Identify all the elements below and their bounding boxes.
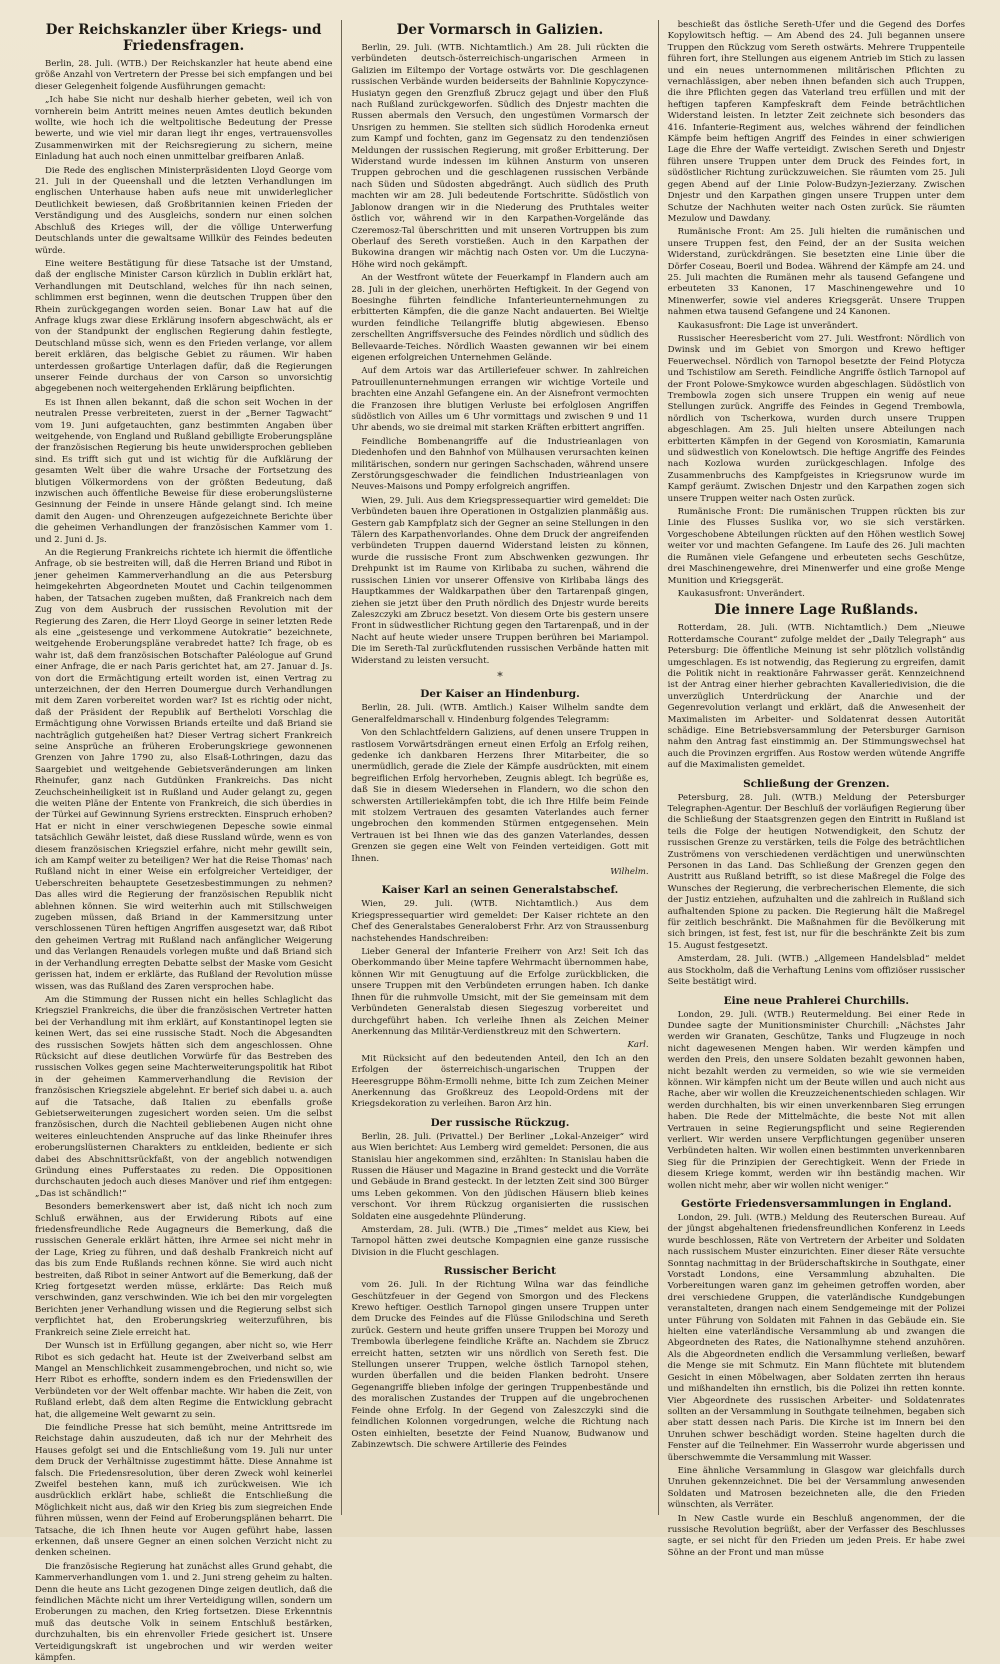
- column-1: [26, 20, 342, 1664]
- paragraph: Kaukasusfront: Die Lage ist unverändert.: [677, 320, 859, 331]
- paragraph: Die feindliche Presse hat sich bemüht, meine Antrittsrede im Reichstage dahin auszudeuten, daß ich nur der Mehrheit des Hauses gefolgt sei und die Entschließung vom 19. Juli nur unter dem Druck der Verhältnisse zugestimmt hätte. Diese Annahme ist falsch. Die Friedensresolution, über deren Zweck wohl keinerlei Zweifel bestehen kann, muß ich zurückweisen. Wie ich ausdrücklich erklärt habe, schließt die Entschließung die Möglichkeit nicht aus, daß wir den Krieg bis zum siegreichen Ende führen müssen, wenn der Feind auf Eroberungsplänen beharrt. Die Tatsache, die ich Ihnen heute vor Augen geführt habe, lassen erkennen, daß unsere Gegner an einen solchen Verzicht nicht zu denken scheinen.: [35, 1422, 333, 1559]
- paragraph: Eine weitere Bestätigung für diese Tatsache ist der Umstand, daß der englische Minister Carson kürzlich in Dublin erklärt hat, Verhandlungen mit Deutschland, welches für ihn nach seinen, schlimmen erst beginnen, wenn die deutschen Truppen über den Rhein zurückgegangen worden seien. Bonar Law hat auf die Anfrage klugs zwar diese Erklärung insofern abgeschwächt, als er von der Standpunkt der englischen Regierung dahin festlegte, Deutschland müsse sich, wenn es den Frieden verlange, vor allem bereit erklären, das belgische Gebiet zu räumen. Wir haben unterdessen großartige Unterlagen dafür, daß die Regierungen unserer Feinde durchaus der von Carson so unvorsichtig abgegebenen noch weitergehenden Erklärung beipflichten.: [35, 258, 333, 395]
- article-title-kaiser-hindenburg: Der Kaiser an Hindenburg.: [420, 688, 580, 701]
- paragraph: Berlin, 28. Juli. (Privattel.) Der Berliner „Lokal-Anzeiger“ wird aus Wien berichtet: Aus Lemberg wird gemeldet: Personen, die aus Stanislau hier angekommen sind, erzählten: In Stanislau haben die Russen die Häuser und Magazine in Brand gesteckt und die Vorräte und Gebäude in Brand gesteckt. In der letzten Zeit sind 300 Bürger ums Leben gekommen. Von den jüdischen Häusern blieb keines verschont. Vor ihrem Rückzug organisierten die russischen Soldaten eine ausgedehnte Plünderung.: [351, 1131, 649, 1222]
- article-title-vormarsch: Der Vormarsch in Galizien.: [396, 22, 604, 38]
- paragraph: Am die Stimmung der Russen nicht ein helles Schlaglicht das Kriegsziel Frankreichs, die über die französischen Vertreter hatten bei der Verhandlung mit ihm erklärt, auf Konstantinopel legten sie keinen Wert, das sei eine russische Stadt. Noch die Abgesandten des russischen Sowjets hätten sich dem angeschlossen. Ohne Rücksicht auf diese deutlichen Vorwürfe für das Bestreben des russischen Volkes gegen seine Machterweiterungspolitik hat Ribot in der geheimen Kammerverhandlung die Revision der französischen Kriegsziele abgelehnt. Er berief sich dabei u. a. auch auf die Tatsache, daß Italien zu ebenfalls große Gebietserweiterungen zugesichert worden seien. Um die selbst französischen, durch die Nachteil gebliebenen Augen nicht ohne weiteres einleuchtenden Anspruche auf das linke Rheinufer ihres eroberungslüsternen Charakters zu entkleiden, bediente er sich dabei des Abschnittsrückfaßt, von der angeblich notwendigen Gründung eines Pufferstaates zu reden. Die Oppositionen durchschauten jedoch auch dieses Manöver und rief ihm entgegen: „Das ist schändlich!“: [35, 994, 333, 1199]
- column-3: [659, 20, 974, 1558]
- paragraph: Rumänische Front: Am 25. Juli hielten die rumänischen und unsere Truppen fest, den Feind, der an der Susita weichen Widerstand, zurückdrängen. Sie besetzten eine Linie über die Dörfer Coseau, Boeril und Bodea. Während der Kämpfe am 24. und 25. Juli machten die Rumänen mehr als tausend Gefangene und erbeuteten 33 Kanonen, 17 Maschinengewehre und 10 Minenwerfer, sowie viel anderes Kriegsgerät. Unsere Truppen nahmen etwa tausend Gefangene und 24 Kanonen.: [667, 227, 965, 318]
- paragraph: „Ich habe Sie nicht nur deshalb hierher gebeten, weil ich von vornherein beim Antritt meines neuen Amtes deutlich bekunden wollte, wie hoch ich die weltpolitische Bedeutung der Presse bewerte, und wie viel mir daran liegt ihr enges, vertrauensvolles Zusammenwirken mit der Reichsregierung zu sichern, meine Einladung hat auch noch einen unmittelbar greifbaren Anlaß.: [35, 95, 333, 163]
- paragraph: Russischer Heeresbericht vom 27. Juli. Westfront: Nördlich von Dwinsk und im Gebiet von Smorgon und Krewo heftiger Feuerwechsel. Nördlich von Tarnopol besetzte der Feind Plotycza und Tschistilow am Sereth. Feindliche Angriffe östlich Tarnopol auf der Front Polowe-Smykowce wurden abgeschlagen. Südöstlich von Trembowla zogen sich unsere Truppen ein wenig auf neue Stellungen zurück. Angriffe des Feindes in Gegend Trembowla, nördlich von Tscherkowa, wurden durch unsere Truppen abgeschlagen. Am 25. Juli hielten unsere Abteilungen nach erbitterten Kämpfen in der Gegend von Korosmiatin, Kamarunia und südwestlich von Konelowtsch. Die heftige Angriffe des Feindes nach Kozlowa wurden zurückgeschlagen. Infolge des Zusammenbruchs des Kampfgeistes in Kriegsrunow wurde im Kampf geräumt. Zwischen Dnjestr und den Karpathen zogen sich unsere Truppen weiter nach Osten zurück.: [667, 333, 965, 504]
- paragraph: Petersburg, 28. Juli. (WTB.) Meldung der Petersburger Telegraphen-Agentur. Der Beschluß der vorläufigen Regierung über die Schließung der Staatsgrenzen gegen den Eintritt in Rußland ist teils die Folge der heutigen Notwendigkeit, den Schutz der russischen Grenze zu verstärken, teils die Folge des beträchtlichen Zuströmens von verschiedenen verdächtigen und unerwünschten Personen in das Land. Das Schließung der Grenzen gegen den Austritt aus Rußland betrifft, so ist diese Maßregel die Folge des Wunsches der Regierung, die verbrecherischen Elemente, die sich der Justiz entziehen, aufzuhalten und die zahlreich in Rußland sich aufhaltenden Spione zu packen. Die Regierung hält die Maßregel für zeitlich beschränkt. Die Maßnahmen für die Bevölkerung mit sich bringen, ist fest, fest ist, nur für die beschränkte Zeit bis zum 15. August festgesetzt.: [667, 792, 965, 951]
- paragraph: Die französische Regierung hat zunächst alles Grund gehabt, die Kammerverhandlungen vom 1. und 2. Juni streng geheim zu halten. Denn die heute ans Licht gezogenen Dinge zeigen deutlich, daß die feindlichen Mächte nicht um ihrer Verteidigung willen, sondern um Eroberungen zu machen, den Krieg fortsetzen. Diese Erkenntnis muß das deutsche Volk in seinem Entschluß bestärken, durchzuhalten, bis ein ehrenvoller Friede gesichert ist. Unsere Verteidigungskraft ist ungebrochen und wir werden weiter kämpfen.: [35, 1561, 333, 1664]
- article-title-kaiser-karl: Kaiser Karl an seinen Generalstabschef.: [381, 884, 619, 897]
- paragraph: Amsterdam, 28. Juli. (WTB.) Die „Times“ meldet aus Kiew, bei Tarnopol hätten zwei deutsche Kompagnien eine ganze russische Division in die Flucht geschlagen.: [351, 1225, 649, 1258]
- paragraph: Berlin, 28. Juli. (WTB. Amtlich.) Kaiser Wilhelm sandte dem Generalfeldmarschall v. Hindenburg folgendes Telegramm:: [351, 703, 649, 725]
- article-title-grenzen: Schließung der Grenzen.: [743, 777, 890, 790]
- paragraph: London, 29. Juli. (WTB.) Reutermeldung. Bei einer Rede in Dundee sagte der Munitionsminister Churchill: „Nächstes Jahr werden wir Granaten, Geschütze, Tanks und Flugzeuge in noch nicht dagewesenen Mengen haben. Wir werden kämpfen und werden den Preis, den unsere Soldaten bezahlt gewonnen haben, nicht bezahlt werden zu vermeiden, so wie wie sie vermeiden können. Wir kämpfen nicht um der Beute willen und auch nicht aus Rache, aber wir wollen die Kreuzzeichenentschieden schlagen. Wir werden durchhalten, bis wir einen unverkennbaren Sieg errungen haben. Die Rede der Mittelmächte, die beste Not mit allen Vertrauen in seine Regierungspflicht und seine Regierenden verliert. Wir werden unsere Verpflichtungen gegenüber unseren Verbündeten halten. Wir wollen einen bestimmten unverkennbaren Sieg für die Prinzipien der Gerechtigkeit. Wenn der Friede in diesem Kriege kommt, werden wir ihn beständig machen. Wir wollen nicht mehr, aber wir wollen nicht weniger.“: [667, 1009, 965, 1191]
- column-2: [342, 20, 658, 1515]
- paragraph: Lieber General der Infanterie Freiherr von Arz! Seit Ich das Oberkommando über Meine tapfere Wehrmacht übernommen habe, können Wir mit Genugtuung auf die Erfolge zurückblicken, die unsere Truppen mit den Verbündeten errungen haben. Ich danke Ihnen für die ruhmvolle Umsicht, mit der Sie gemeinsam mit dem Verbündeten Generalstab diesen Siegeszug vorbereitet und durchgeführt haben. Ich verleihe Ihnen als Zeichen Meiner Anerkennung das Militär-Verdienstkreuz mit den Schwertern.: [351, 947, 649, 1037]
- paragraph: Feindliche Bombenangriffe auf die Industrieanlagen von Diedenhofen und den Bahnhof von Mülhausen verursachten keinen militärischen, sondern nur geringen Sachschaden, während unsere Zerstörungsgeschwader die feindlichen Industrieanlagen von Neuves-Maisons und Pompy erfolgreich angriffen.: [351, 436, 649, 493]
- paragraph: London, 29. Juli. (WTB.) Meldung des Reuterschen Bureau. Auf der jüngst abgehaltenen friedensfreundlichen Konferenz in Leeds wurde beschlossen, Räte von Vertretern der Arbeiter und Soldaten nach russischem Muster einzurichten. Einer dieser Räte versuchte Sonntag nachmittag in der Brüderschaftskirche in Southgate, einer Vorstadt Londons, eine Versammlung abzuhalten. Die Vorbereitungen waren ganz im geheimen getroffen worden, aber drei verschiedene Gruppen, die vaterländische Kundgebungen veranstalteten, drangen nach einem Sendgemeinge mit der Polizei unter Führung von Soldaten mit Fahnen in das Gebäude ein. Sie hielten eine vaterländische Versammlung ab und zwangen die Abgeordneten des Rates, die Nationalhymne stehend anzuhören. Als die Abgeordneten endlich die Versammlung verließen, bewarf die Menge sie mit Schmutz. Ein Mann flüchtete mit blutendem Gesicht in einen Möbelwagen, aber Soldaten zerrten ihn heraus und mißhandelten ihn ernstlich, bis die Polizei ihn retten konnte. Vier Abgeordnete des russischen Arbeiter- und Soldatenrates sollten an der Versammlung in Southgate teilnehmen, begaben sich aber statt dessen nach Paris. Die Kirche ist im Innern bei den Unruhen schwer beschädigt worden. Steine hagelten durch die Fenster auf die Teilnehmer. Ein Wasserrohr wurde abgerissen und überschwemmte die Versammlung mit Wasser.: [667, 1213, 965, 1463]
- article-title-friedensversammlungen: Gestörte Friedensversammlungen in England.: [680, 1198, 952, 1210]
- article-title-rueckzug: Der russische Rückzug.: [430, 1116, 570, 1129]
- signature: Wilhelm.: [610, 867, 649, 878]
- article-title-reichskanzler: Der Reichskanzler über Kriegs- und Friedensfragen.: [45, 22, 322, 54]
- paragraph: Mit Rücksicht auf den bedeutenden Anteil, den Ich an den Erfolgen der österreichisch-ungarischen Truppen der Heeresgruppe Böhm-Ermolli nehme, bitte Ich zum Zeichen Meiner Anerkennung das Großkreuz des Leopold-Ordens mit der Kriegsdekoration zu verleihen. Baron Arz hin.: [351, 1053, 649, 1110]
- paragraph: Eine ähnliche Versammlung in Glasgow war gleichfalls durch Unruhen gekennzeichnet. Die bei der Versammlung anwesenden Soldaten und Matrosen bezeichneten alle, die den Frieden wünschten, als Verräter.: [667, 1465, 965, 1511]
- paragraph: beschießt das östliche Sereth-Ufer und die Gegend des Dorfes Kopylowitsch heftig. — Am Abend des 24. Juli begannen unsere Truppen den Rückzug vom Sereth ostwärts. Mehrere Truppenteile führen fort, ihre Stellungen aus eigenem Antrieb im Stich zu lassen und ein neues unternommenen militärischen Pflichten zu vernachlässigen, aber neben ihnen befanden sich auch Truppen, die ihre Pflichten gegen das Vaterland treu erfüllen und mit der heftigen tapferen Kampfeskraft dem Feinde beträchtlichen Widerstand leisten. In letzter Zeit zeichnete sich besonders das 416. Infanterie-Regiment aus, welches während der feindlichen Kämpfe beim heftigen Angriff des Feindes in einer schwierigen Lage die Ehre der Waffe verteidigt. Zwischen Sereth und Dnjestr führen unsere Truppen unter dem Druck des Feindes fort, in südöstlicher Richtung zurückzuweichen. Sie räumten vom 25. Juli gegen Abend auf der Linie Polow-Budzyn-Jezierzany. Zwischen Dnjestr und den Karpathen gingen unsere Truppen unter dem Schutze der Nachhuten weiter nach Osten zurück. Sie räumten Mezulow und Dawdany.: [667, 20, 965, 224]
- paragraph: Besonders bemerkenswert aber ist, daß nicht ich noch zum Schluß erwähnen, aus der Erwiderung Ribots auf eine friedensfreundliche Rede Augagneurs die Bemerkung, daß die russischen Generale erklärt hätten, ihre Armee sei nicht mehr in der Lage, Krieg zu führen, und daß deshalb Frankreich nicht auf das bis zum Ende Rußlands rechnen könne. Sie wird auch nicht bestreiten, daß Ribot in seiner Antwort auf die Bemerkung, daß der Krieg fortgesetzt werden müsse, erklärte: Das Reich muß verschwinden, ganz verschwinden. Wie ich bei den mir vorgelegten Berichten jener Verhandlung wissen und die Regierung selbst sich verpflichtet hat, den Eroberungskrieg weiterzuführen, bis Frankreich seine Ziele erreicht hat.: [35, 1202, 333, 1338]
- article-title-churchill: Eine neue Prahlerei Churchills.: [723, 994, 909, 1007]
- paragraph: An die Regierung Frankreichs richtete ich hiermit die öffentliche Anfrage, ob sie bestreiten will, daß die Herren Briand und Ribot in jener geheimen Kammerverhandlung an die aus Petersburg heimgekehrten Abgeordneten Moutet und Cachin teilgenommen haben, der Tatsachen zugeben mußten, daß Frankreich nach dem Zug von dem Ausbruch der russischen Revolution mit der Regierung des Zaren, die Herr Lloyd George in seiner letzten Rede als eine „geistesenge und verkommene Autokratie“ bezeichnete, weitgehende Eroberungspläne verabredet hatte? Ich frage, ob es wahr ist, daß dem französischen Botschafter Paléologue auf Grund einer Anfrage, die er nach Paris gerichtet hat, am 27. Januar d. Js. von dort die Ermächtigung erteilt worden ist, einen Vertrag zu unterzeichnen, der den Herren Doumergue durch Verhandlungen mit dem Zaren vorbereitet worden war? Ist es richtig oder nicht, daß der Präsident der Republik auf Bertheloti Vorschlag die Ermächtigung ohne Vorwissen Briands erteilte und daß Briand sie nachträglich gutgeheißen hat? Dieser Vertrag sichert Frankreich seine Ansprüche an früheren Eroberungskriege gewonnenen Grenzen von Jahre 1790 zu, also Elsaß-Lothringen, dazu das Saargebiet und weitgehende Gebietsveränderungen am linken Rheinufer, ganz nach Gutdünken Frankreichs. Das nicht Zeuchscheinheiligkeit ist in Rußland und Auder gelangt zu, gegen die weiten Pläne der Entente von Frankreich, die sich überdies in der Türkei auf Gewinnung Syriens erstreckten. Einspruch erhoben? Hat er nicht in einer verschwiegenen Depesche sowie einmal tatsächlich Gewähr leistet, daß diese Russland würde, wenn es von diesem französischen Kriegsziel erfahre, nicht mehr gewillt sein, ich am Kampf weiter zu beteiligen? Wer hat die Reise Thomas' nach Rußland nicht in einer Weise ein erfolgreicher Verteidiger, der Ueberschreiten behauptete Gesetzesbestimmungen zu nehmen? Das alles wird die Regierung der französischen Republik nicht ablehnen können. Sie wird weiterhin auch mit Stillschweigen zugeben müssen, daß Briand in der Kammersitzung unter verschlossenen Türen heftigen Angriffen ausgesetzt war, daß Ribot den geheimen Vertrag mit Rußland nach anfänglicher Weigerung und das Verlangen Renaudels vorlegen mußte und daß Briand sich in der Verhandlung erregten Debatte selbst der Maske vom Gesicht gerissen hat, indem er erklärte, das Rußland der Revolution müsse wissen, was das Rußland des Zaren versprochen habe.: [35, 548, 333, 992]
- paragraph: vom 26. Juli. In der Richtung Wilna war das feindliche Geschützfeuer in der Gegend von Smorgon und des Fleckens Krewo heftiger. Oestlich Tarnopol gingen unsere Truppen unter dem Drucke des Feindes auf die Flüsse Gnilodschina und Sereth zurück. Gestern und heute griffen unsere Truppen bei Morozy und Trembowla überlegene feindliche Kräfte an. Nachdem sie Zbrucz erreicht hatten, setzten wir uns nördlich von Sereth fest. Die Stellungen unserer Truppen, welche östlich Tarnopol stehen, wurden überfallen und die beiden Flanken bedroht. Unsere Gegenangriffe blieben infolge der geringen Truppenbestände und des moralischen Zustandes der Truppen auf die ungebrochenen Feinde ohne Erfolg. In der Gegend von Zaleszczyki sind die feindlichen Kolonnen vorgedrungen, welche die Richtung nach Osten einhielten, besetzte der Feind Nuanow, Budwanow und Zabinzewtsch. Die schwere Artillerie des Feindes: [351, 1280, 649, 1450]
- paragraph: Kaukasusfront: Unverändert.: [677, 588, 805, 599]
- paragraph: Wien, 29. Juli. (WTB. Nichtamtlich.) Aus dem Kriegspressequartier wird gemeldet: Der Kaiser richtete an den Chef des Generalstabes Generaloberst Frhr. Arz von Straussenburg nachstehendes Handschreiben:: [351, 899, 649, 944]
- section-divider-asterisk: *: [497, 669, 503, 683]
- paragraph: Es ist Ihnen allen bekannt, daß die schon seit Wochen in der neutralen Presse verbreiteten, zuerst in der „Berner Tagwacht“ vom 19. Juni aufgetauchten, ganz bestimmten Angaben über weitgehende, von England und Rußland gebilligte Eroberungspläne der französischen Regierung bis heute unwidersprochen geblieben sind. Es trifft sich gut und ist wichtig für die Aufklärung der gesamten Welt über die wahre Ursache der Fortsetzung des blutigen Völkermordens von der größten Bedeutung, daß inzwischen auch öffentliche Beweise für diese eroberungslüsterne Gesinnung der Feinde in unsere Hände gelangt sind. Ich meine damit den Augen- und Ohrenzeugen aufgezeichnete Berichte über die geheimen Verhandlungen der französischen Kammer vom 1. und 2. Juni d. Js.: [35, 397, 333, 545]
- paragraph: Amsterdam, 28. Juli. (WTB.) „Allgemeen Handelsblad“ meldet aus Stockholm, daß die Verhaftung Lenins vom offiziöser russischer Seite bestätigt wird.: [667, 954, 965, 988]
- paragraph: Berlin, 28. Juli. (WTB.) Der Reichskanzler hat heute abend eine größe Anzahl von Vertretern der Presse bei sich empfangen und bei dieser Gelegenheit folgende Ausführungen gemacht:: [35, 59, 333, 92]
- paragraph: Berlin, 29. Juli. (WTB. Nichtamtlich.) Am 28. Juli rückten die verbündeten deutsch-österreichisch-ungarischen Armeen in Galizien im Eiltempo der Vortage ostwärts vor. Die geschlagenen russischen Verbände wurden beiderseits der Bahnlinie Kopyczynce-Husiatyn gegen den Grenzfluß Zbrucz gejagt und über den Fluß nach Rußland zurückgeworfen. Südlich des Dnjestr machten die Russen abermals den Versuch, den ungestümen Vormarsch der Unsrigen zu hemmen. Sie stellten sich südlich Horodenka erneut zum Kampf und fochten, ganz im Gegensatz zu den tendenziösen Meldungen der russischen Regierung, mit großer Erbitterung. Der Widerstand wurde indessen im kühnen Ansturm von unseren Truppen gebrochen und die geschlagenen russischen Verbände nach Süden und Südosten abgedrängt. Auch südlich des Pruth machten wir am 28. Juli bedeutende Fortschritte. Südöstlich von Jablonow drangen wir in die Niederung des Pruthtales weiter östlich vor, während wir in den Karpathen-Vorgelände das Czeremosz-Tal überschritten und mit unseren Vortruppen bis zum Oberlauf des Sereth vorstießen. Auch in den Karpathen der Bukowina drangen wir mächtig nach Osten vor. Um die Luczyna-Höhe wird noch gekämpft.: [351, 43, 649, 270]
- article-title-innere-lage: Die innere Lage Rußlands.: [714, 602, 919, 619]
- paragraph: Der Wunsch ist in Erfüllung gegangen, aber nicht so, wie Herr Ribot es sich gedacht hat. Heute ist der Zweiverband selbst am Mangel an Menschlichkeit zusammengebrochen, und nicht so, wie Herr Ribot es erhoffte, sondern indem es den Friedenswillen der Verbündeten vor der Welt offenbar machte. Wir haben die Zeit, von Rußland erlebt, daß dem alten Regime die Entwicklung gebracht hat, die allgemeine Welt gewarnt zu sein.: [35, 1341, 333, 1420]
- paragraph: Rotterdam, 28. Juli. (WTB. Nichtamtlich.) Dem „Nieuwe Rotterdamsche Courant“ zufolge meldet der „Daily Telegraph“ aus Petersburg: Die öffentliche Meinung ist sehr plötzlich vollständig umgeschlagen. Es ist notwendig, das Regierung zu ergreifen, damit die Politik nicht in reaktionäre Fahrwasser gerät. Kennzeichnend ist der Antrag einer hierher gebrachten Kavalleriedivision, die die unverzüglich Unterdrückung der Anarchie und der Gegenrevolution verlangt und erklärt, daß die Anwesenheit der Maximalisten im Arbeiter- und Soldatenrat dessen Autorität schädige. Eine Betriebsversammlung der Petersburger Garnison nahm den Antrag fast einstimmig an. Der Stimmungswechsel hat auch die Provinzen ergriffen. Aus Rostow werden wütende Angriffe auf die Maximalisten gemeldet.: [667, 623, 965, 771]
- paragraph: Auf dem Artois war das Artilleriefeuer schwer. In zahlreichen Patrouillenunternehmungen errangen wir wichtige Vorteile und brachten eine Anzahl Gefangene ein. An der Aisnefront vermochten die Franzosen ihre blutigen Verluste bei erfolglosen Angriffen südöstlich von Ailles um 6 Uhr vormittags und zwischen 9 und 11 Uhr abends, wo sie dreimal mit starken Kräften erbittert angriffen.: [351, 366, 649, 434]
- signature: Karl.: [627, 1040, 649, 1051]
- paragraph: Rumänische Front: Die rumänischen Truppen rückten bis zur Linie des Flusses Suslika vor, wo sie sich verstärken. Vorgeschobene Abteilungen rückten auf den Höhen westlich Sowej weiter vor und machten Gefangene. Im Laufe des 26. Juli machten die Rumänen viele Gefangene und erbeuteten sechs Geschütze, drei Maschinengewehre, drei Minenwerfer und eine große Menge Munition und Kriegsgerät.: [667, 507, 965, 586]
- paragraph: Die Rede des englischen Ministerpräsidenten Lloyd George vom 21. Juli in der Queenshall und die letzten Verhandlungen im englischen Unterhause haben aufs neue mit unwiderleglicher Deutlichkeit bewiesen, daß Großbritannien keinen Frieden der Verständigung und des Ausgleichs, sondern nur einen solchen Abschluß des Krieges will, der die völlige Unterwerfung Deutschlands unter die gewaltsame Willkür des Feindes bedeuten würde.: [35, 165, 333, 256]
- paragraph: An der Westfront wütete der Feuerkampf in Flandern auch am 28. Juli in der gleichen, unerhörten Heftigkeit. In der Gegend von Boesinghe führten feindliche Infanterieunternehmungen zu erbitterten Kämpfen, die die ganze Nacht andauerten. Bei Wieltje wurden feindliche Teilangriffe blutig abgewiesen. Ebenso zerschellten Angriffsversuche des Feindes nördlich und südlich des Bellevaarde-Teiches. Nördlich Waasten gewannen wir bei einem eigenen erfolgreichen Unternehmen Gelände.: [351, 273, 649, 363]
- paragraph: Wien, 29. Juli. Aus dem Kriegspressequartier wird gemeldet: Die Verbündeten bauen ihre Operationen in Ostgalizien planmäßig aus. Gestern gab Kampfplatz sich der Gegner an seine Stellungen in den Tälern des Karpathenvorlandes. Ohne dem Druck der angreifenden verbündeten Truppen dauernd Widerstand leisten zu können, wurde die russische Front zum Abschwenken gezwungen. Ihr Drehpunkt ist im Raume von Kirlibaba zu suchen, während die russischen Linien vor unserer Offensive von Kirlibaba längs des Hauptkammes der Waldkarpathen über den Tartarenpaß gingen, ziehen sie jetzt über den Pruth nördlich des Dnjestr wurde bereits Zaleszczyki am Zbrucz besetzt. Von diesem Orte bis gestern unsere Front in südwestlicher Richtung gegen den Tartarenpaß, und in der Nacht auf heute wieder unsere Truppen berühren bei Mariampol. Die im Sereth-Tal zurückflutenden russischen Verbände hatten mit Widerstand zu leisten versucht.: [351, 495, 649, 666]
- article-title-russischer-bericht: Russischer Bericht: [444, 1265, 556, 1278]
- paragraph: Von den Schlachtfeldern Galiziens, auf denen unsere Truppen in rastlosem Vorwärtsdrängen erneut einen Erfolg an Erfolg reihen, gedenke ich dankbaren Herzens Ihrer Mitarbeiter, die so unermüdlich, gerade die Ziele der Kämpfe ausdrückten, mit einem begreiflichen Erfolg hervorheben, Zeugnis ablegt. Ich begrüße es, daß Sie in diesem Wiedersehen in Flandern, wo die schon den schwersten Artilleriekämpfen tobt, die ich Ihre Hilfe beim Feinde mit stolzem Vertrauen des gesamten Vaterlandes auch ferner ungebrochen den kommenden Stürmen entgegensehen. Mein Vertrauen ist bei Ihnen wie das des ganzen Vaterlandes, dessen Grenzen sie gegen eine Welt von Feinden verteidigen. Gott mit Ihnen.: [351, 728, 649, 864]
- paragraph: In New Castle wurde ein Beschluß angenommen, der die russische Revolution begrüßt, aber der Verfasser des Beschlusses sagte, er sei nicht für den Frieden um jeden Preis. Er habe zwei Söhne an der Front und man müsse: [667, 1513, 965, 1558]
